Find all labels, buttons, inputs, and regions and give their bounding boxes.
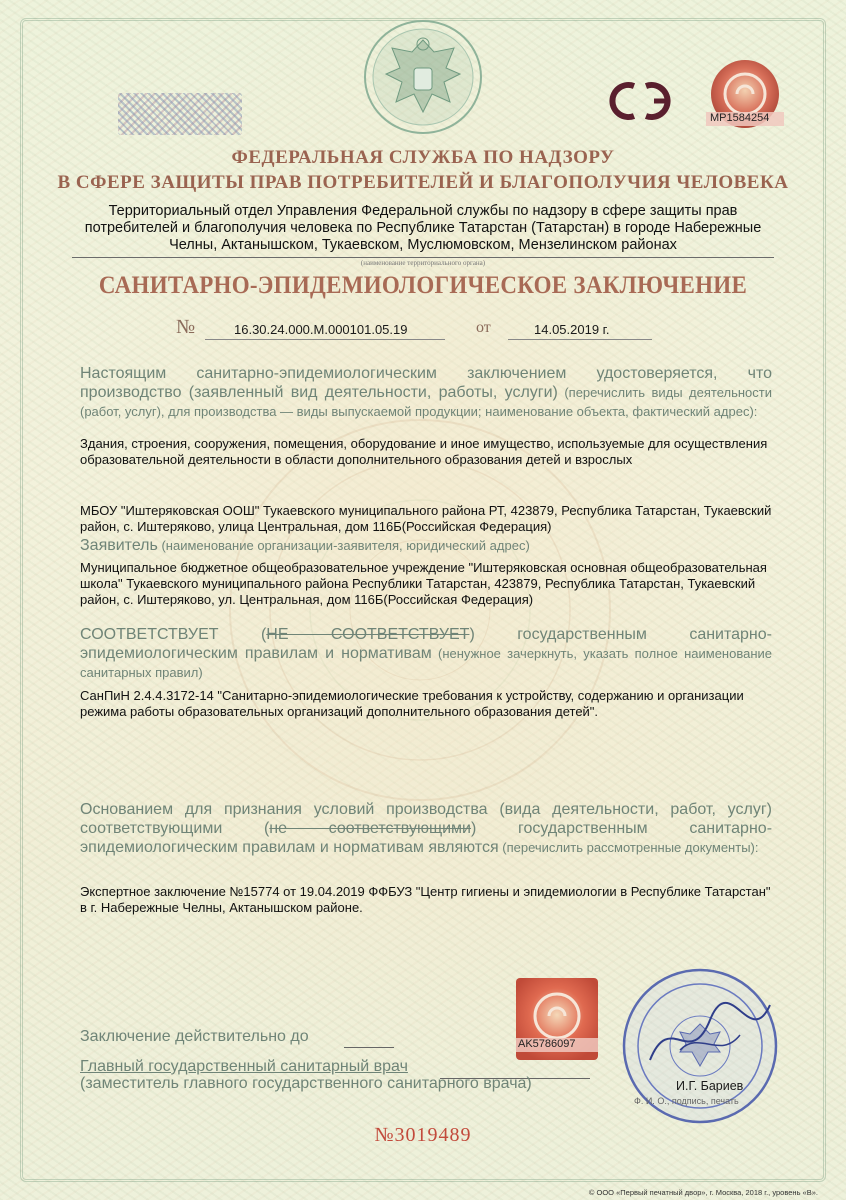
hologram-bottom — [514, 976, 600, 1067]
basis-struck: не соответствующими — [269, 820, 471, 837]
basis-value: Экспертное заключение №15774 от 19.04.2019 ФФБУЗ "Центр гигиены и эпидемиологии в Республике Татарстан" в г. Набережные Челны, Актанышском районе. — [80, 884, 771, 915]
emblem-icon — [362, 18, 484, 136]
signatory-name: И.Г. Бариев — [676, 1079, 744, 1093]
authority-rule — [72, 257, 774, 258]
basis-statement — [80, 800, 772, 857]
basis-hint: (перечислить рассмотренные документы): — [498, 840, 759, 855]
validity-label: Заключение действительно до — [80, 1028, 309, 1045]
conformity-status: СООТВЕТСТВУЕТ ( — [80, 626, 267, 643]
basis-rest: ) государственным санитарно-эпидемиологическим правилам и нормативам являются — [80, 820, 773, 856]
signature-caption: Ф. И. О., подпись, печать — [634, 1096, 739, 1106]
conformity-struck: НЕ СООТВЕТСТВУЕТ — [266, 626, 470, 643]
authority-caption: (наименование территориального органа) — [360, 259, 486, 267]
hologram-top — [704, 58, 786, 139]
serial-number: №3019489 — [374, 1124, 472, 1146]
hologram-bottom-code: AK5786097 — [518, 1038, 576, 1050]
activity-statement — [80, 364, 772, 421]
conformity-rest: ) государственным санитарно-эпидемиологическим правилам и нормативам — [80, 626, 772, 662]
conformity-hint: (ненужное зачеркнуть, указать полное наименование санитарных правил) — [80, 646, 772, 680]
number-sign: № — [176, 316, 196, 338]
signature-icon — [640, 990, 780, 1080]
sanitary-rules-value: СанПиН 2.4.4.3172-14 "Санитарно-эпидемиологические требования к устройству, содержанию и организации режима работы образовательных организаций дополнительного образования детей". — [80, 688, 744, 719]
authority-name: Территориальный отдел Управления Федеральной службы по надзору в сфере защиты прав потребителей и благополучия человека по Республике Татарстан (Татарстан) в городе Набережные Челны, Актанышском, Тукаевском, Муслюмовском, Мензелинском районах — [84, 203, 762, 253]
conformity-statement — [80, 625, 772, 682]
se-logo-icon — [604, 78, 684, 124]
date-rule — [508, 339, 652, 340]
signatory-deputy: (заместитель главного государственного санитарного врача) — [80, 1075, 532, 1092]
basis-intro: Основанием для признания условий производства (вида деятельности, работ, услуг) соответствующими ( — [80, 801, 772, 837]
object-address: МБОУ "Иштеряковская ООШ" Тукаевского муниципального района РТ, 423879, Республика Татарстан, Тукаевский район, с. Иштеряково, улица Центральная, дом 116Б(Российская Федерация) — [80, 503, 772, 534]
certificate-date: 14.05.2019 г. — [534, 322, 610, 337]
date-from-label: от — [476, 319, 491, 336]
certificate-number: 16.30.24.000.М.000101.05.19 — [234, 322, 408, 337]
activity-intro: Настоящим санитарно-эпидемиологическим заключением удостоверяется, что производство (заявленный вид деятельности, работы, услуги) — [80, 365, 772, 401]
hologram-top-code: MP1584254 — [710, 112, 770, 124]
header-line-2: В СФЕРЕ ЗАЩИТЫ ПРАВ ПОТРЕБИТЕЛЕЙ И БЛАГОПОЛУЧИЯ ЧЕЛОВЕКА — [57, 172, 789, 193]
validity-rule — [344, 1047, 394, 1048]
signatory-title: Главный государственный санитарный врач — [80, 1058, 408, 1075]
document-title: САНИТАРНО-ЭПИДЕМИОЛОГИЧЕСКОЕ ЗАКЛЮЧЕНИЕ — [98, 272, 748, 299]
applicant-value: Муниципальное бюджетное общеобразовательное учреждение "Иштеряковская основная общеобразовательная школа" Тукаевского муниципального района Республики Татарстан, 423879, Республика Татарстан, Тукаевский район, с. Иштеряково, ул. Центральная, дом 116Б(Российская Федерация) — [80, 560, 767, 607]
security-pattern — [118, 93, 242, 135]
number-rule — [205, 339, 445, 340]
applicant-line — [80, 536, 772, 555]
activity-hint: (перечислить виды деятельности (работ, услуг), для производства — виды выпускаемой продукции; наименование объекта, фактический адрес): — [80, 385, 772, 419]
activity-value: Здания, строения, сооружения, помещения, оборудование и иное имущество, используемые для осуществления образовательной деятельности в области дополнительного образования детей и взрослых — [80, 436, 768, 467]
printer-imprint: © ООО «Первый печатный двор», г. Москва, 2018 г., уровень «В». — [588, 1188, 818, 1197]
applicant-label: Заявитель — [80, 537, 158, 554]
applicant-hint: (наименование организации-заявителя, юридический адрес) — [157, 538, 530, 553]
header-line-1: ФЕДЕРАЛЬНАЯ СЛУЖБА ПО НАДЗОРУ — [231, 147, 615, 168]
